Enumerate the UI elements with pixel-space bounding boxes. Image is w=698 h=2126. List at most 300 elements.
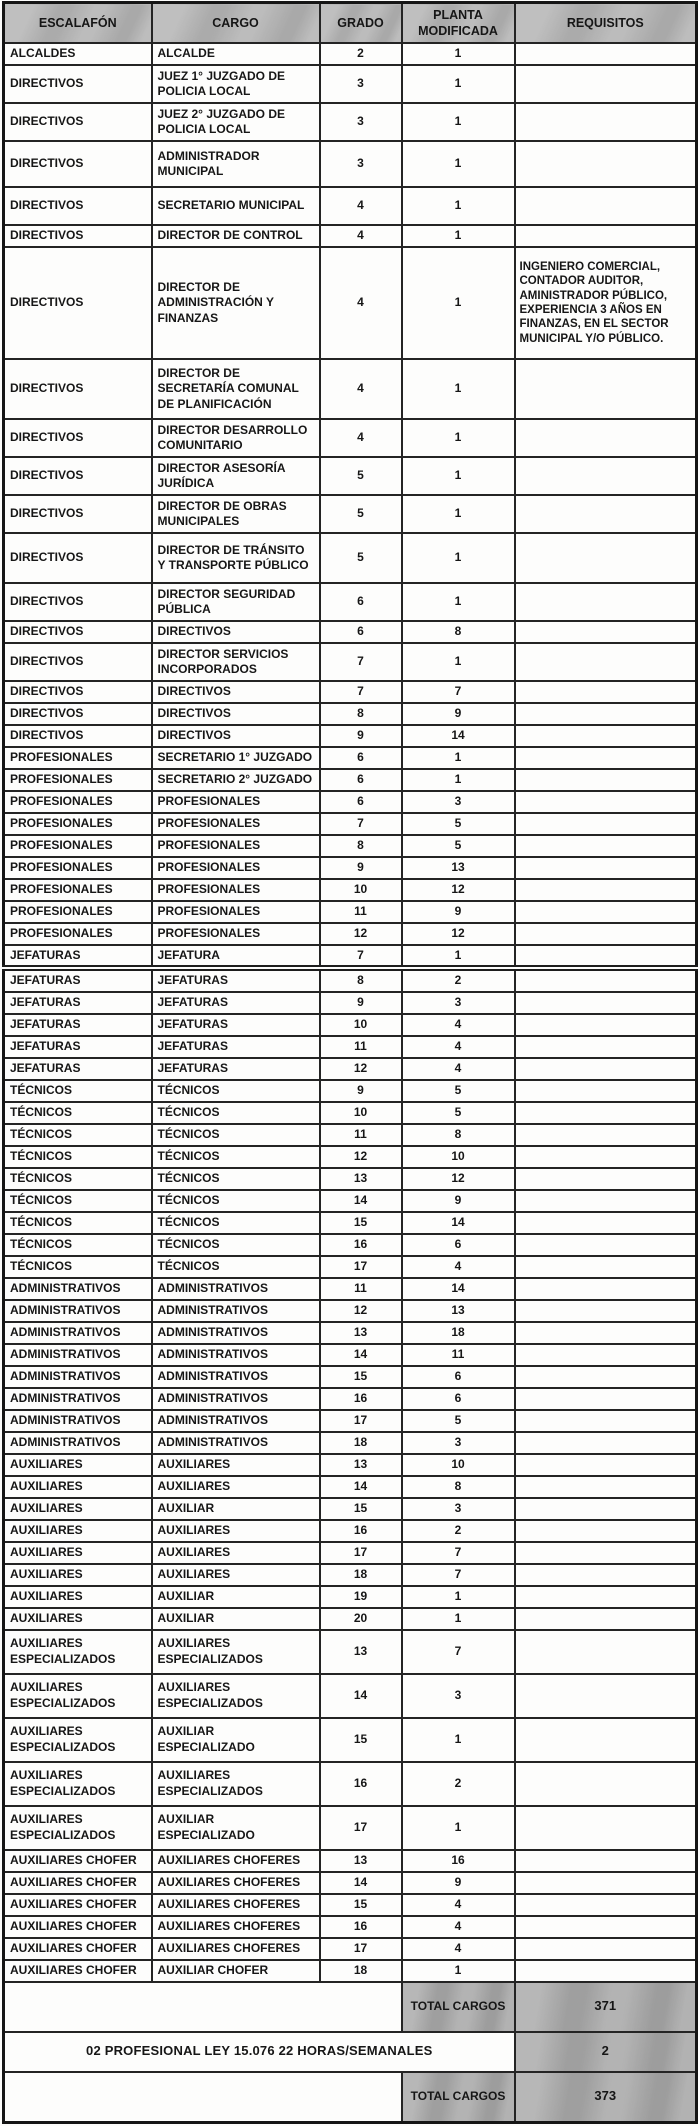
escalafon-cell: DIRECTIVOS bbox=[4, 247, 152, 359]
planta-modificada-cell: 5 bbox=[402, 1410, 515, 1432]
requisitos-cell bbox=[515, 879, 697, 901]
table-row bbox=[4, 1454, 697, 1476]
table-row bbox=[4, 1322, 697, 1344]
planta-modificada-cell: 5 bbox=[402, 813, 515, 835]
cargo-cell: TÉCNICOS bbox=[152, 1234, 320, 1256]
requisitos-cell: INGENIERO COMERCIAL, CONTADOR AUDITOR, AMINISTRADOR PÚBLICO, EXPERIENCIA 3 AÑOS EN FINANZAS, EN EL SECTOR MUNICIPAL Y/O PÚBLICO. bbox=[515, 247, 697, 359]
requisitos-cell bbox=[515, 1344, 697, 1366]
table-row bbox=[4, 1938, 697, 1960]
requisitos-cell bbox=[515, 1938, 697, 1960]
table-row bbox=[4, 1674, 697, 1718]
escalafon-cell: PROFESIONALES bbox=[4, 769, 152, 791]
requisitos-cell bbox=[515, 187, 697, 225]
requisitos-cell bbox=[515, 1366, 697, 1388]
cargo-cell: TÉCNICOS bbox=[152, 1168, 320, 1190]
escalafon-cell: AUXILIARES bbox=[4, 1476, 152, 1498]
planta-modificada-cell: 9 bbox=[402, 1190, 515, 1212]
table-row bbox=[4, 1190, 697, 1212]
cargo-cell: TÉCNICOS bbox=[152, 1146, 320, 1168]
grado-cell: 15 bbox=[320, 1212, 402, 1234]
cargo-cell: AUXILIARES ESPECIALIZADOS bbox=[152, 1674, 320, 1718]
requisitos-cell bbox=[515, 419, 697, 457]
column-header-escalafon: ESCALAFÓN bbox=[4, 3, 152, 44]
cargo-cell: JEFATURAS bbox=[152, 1014, 320, 1036]
table-row bbox=[4, 1080, 697, 1102]
escalafon-cell: JEFATURAS bbox=[4, 945, 152, 968]
escalafon-cell: PROFESIONALES bbox=[4, 835, 152, 857]
grado-cell: 5 bbox=[320, 495, 402, 533]
cargo-cell: JEFATURAS bbox=[152, 992, 320, 1014]
cargo-cell: AUXILIARES CHOFERES bbox=[152, 1850, 320, 1872]
cargo-cell: PROFESIONALES bbox=[152, 879, 320, 901]
cargo-cell: SECRETARIO 1° JUZGADO bbox=[152, 747, 320, 769]
cargo-cell: ALCALDE bbox=[152, 43, 320, 65]
table-row bbox=[4, 1432, 697, 1454]
table-row bbox=[4, 725, 697, 747]
planta-modificada-cell: 2 bbox=[402, 1520, 515, 1542]
table-row bbox=[4, 1278, 697, 1300]
requisitos-cell bbox=[515, 1036, 697, 1058]
escalafon-cell: DIRECTIVOS bbox=[4, 359, 152, 419]
planta-modificada-cell: 2 bbox=[402, 968, 515, 991]
escalafon-cell: TÉCNICOS bbox=[4, 1190, 152, 1212]
grado-cell: 14 bbox=[320, 1476, 402, 1498]
escalafon-cell: ADMINISTRATIVOS bbox=[4, 1278, 152, 1300]
cargo-cell: JEFATURA bbox=[152, 945, 320, 968]
grado-cell: 15 bbox=[320, 1718, 402, 1762]
cargo-cell: AUXILIARES CHOFERES bbox=[152, 1916, 320, 1938]
planta-modificada-cell: 3 bbox=[402, 992, 515, 1014]
planta-modificada-cell: 9 bbox=[402, 901, 515, 923]
table-body bbox=[4, 43, 697, 1982]
cargo-cell: AUXILIARES CHOFERES bbox=[152, 1894, 320, 1916]
cargo-cell: AUXILIAR CHOFER bbox=[152, 1960, 320, 1982]
grado-cell: 17 bbox=[320, 1542, 402, 1564]
escalafon-cell: DIRECTIVOS bbox=[4, 141, 152, 187]
table-row bbox=[4, 681, 697, 703]
cargo-cell: DIRECTOR DE ADMINISTRACIÓN Y FINANZAS bbox=[152, 247, 320, 359]
requisitos-cell bbox=[515, 1608, 697, 1630]
escalafon-cell: DIRECTIVOS bbox=[4, 703, 152, 725]
table-row bbox=[4, 791, 697, 813]
grado-cell: 12 bbox=[320, 1300, 402, 1322]
grado-cell: 4 bbox=[320, 187, 402, 225]
cargo-cell: AUXILIAR ESPECIALIZADO bbox=[152, 1718, 320, 1762]
grado-cell: 18 bbox=[320, 1432, 402, 1454]
planta-modificada-cell: 14 bbox=[402, 1278, 515, 1300]
table-row bbox=[4, 1234, 697, 1256]
grado-cell: 10 bbox=[320, 1014, 402, 1036]
escalafon-cell: AUXILIARES ESPECIALIZADOS bbox=[4, 1718, 152, 1762]
cargo-cell: PROFESIONALES bbox=[152, 791, 320, 813]
planta-modificada-cell: 16 bbox=[402, 1850, 515, 1872]
escalafon-cell: AUXILIARES ESPECIALIZADOS bbox=[4, 1762, 152, 1806]
planta-modificada-cell: 11 bbox=[402, 1344, 515, 1366]
cargo-cell: DIRECTOR SERVICIOS INCORPORADOS bbox=[152, 643, 320, 681]
cargo-cell: PROFESIONALES bbox=[152, 835, 320, 857]
planta-modificada-cell: 1 bbox=[402, 1718, 515, 1762]
table-row bbox=[4, 857, 697, 879]
grado-cell: 15 bbox=[320, 1894, 402, 1916]
table-row bbox=[4, 1036, 697, 1058]
planta-modificada-cell: 1 bbox=[402, 533, 515, 583]
table-row bbox=[4, 1542, 697, 1564]
escalafon-cell: DIRECTIVOS bbox=[4, 419, 152, 457]
table-row bbox=[4, 1410, 697, 1432]
cargo-cell: AUXILIAR bbox=[152, 1586, 320, 1608]
planta-modificada-cell: 7 bbox=[402, 681, 515, 703]
requisitos-cell bbox=[515, 1564, 697, 1586]
footer-empty-cell bbox=[4, 2072, 402, 2123]
grado-cell: 4 bbox=[320, 419, 402, 457]
grado-cell: 11 bbox=[320, 1036, 402, 1058]
table-row bbox=[4, 1146, 697, 1168]
escalafon-cell: DIRECTIVOS bbox=[4, 65, 152, 103]
planta-modificada-cell: 1 bbox=[402, 419, 515, 457]
table-row bbox=[4, 43, 697, 65]
requisitos-cell bbox=[515, 769, 697, 791]
cargo-cell: ADMINISTRATIVOS bbox=[152, 1410, 320, 1432]
cargo-cell: AUXILIARES bbox=[152, 1520, 320, 1542]
requisitos-cell bbox=[515, 1586, 697, 1608]
cargo-cell: JUEZ 2° JUZGADO DE POLICIA LOCAL bbox=[152, 103, 320, 141]
grado-cell: 9 bbox=[320, 725, 402, 747]
grado-cell: 5 bbox=[320, 457, 402, 495]
escalafon-cell: AUXILIARES bbox=[4, 1542, 152, 1564]
cargo-cell: AUXILIARES CHOFERES bbox=[152, 1872, 320, 1894]
escalafon-cell: TÉCNICOS bbox=[4, 1146, 152, 1168]
grado-cell: 12 bbox=[320, 923, 402, 945]
requisitos-cell bbox=[515, 1278, 697, 1300]
table-row bbox=[4, 901, 697, 923]
planta-modificada-cell: 5 bbox=[402, 1080, 515, 1102]
requisitos-cell bbox=[515, 791, 697, 813]
table-row bbox=[4, 533, 697, 583]
planta-modificada-cell: 1 bbox=[402, 769, 515, 791]
cargo-cell: ADMINISTRATIVOS bbox=[152, 1278, 320, 1300]
escalafon-cell: PROFESIONALES bbox=[4, 747, 152, 769]
grado-cell: 9 bbox=[320, 992, 402, 1014]
requisitos-cell bbox=[515, 1630, 697, 1674]
grado-cell: 11 bbox=[320, 901, 402, 923]
planta-modificada-cell: 1 bbox=[402, 103, 515, 141]
requisitos-cell bbox=[515, 533, 697, 583]
requisitos-cell bbox=[515, 1058, 697, 1080]
planta-modificada-cell: 1 bbox=[402, 1960, 515, 1982]
planta-modificada-cell: 10 bbox=[402, 1146, 515, 1168]
staffing-table bbox=[2, 1, 698, 2124]
escalafon-cell: DIRECTIVOS bbox=[4, 187, 152, 225]
escalafon-cell: ADMINISTRATIVOS bbox=[4, 1300, 152, 1322]
requisitos-cell bbox=[515, 725, 697, 747]
table-row bbox=[4, 1806, 697, 1850]
requisitos-cell bbox=[515, 1322, 697, 1344]
escalafon-cell: AUXILIARES ESPECIALIZADOS bbox=[4, 1630, 152, 1674]
requisitos-cell bbox=[515, 945, 697, 968]
grado-cell: 17 bbox=[320, 1410, 402, 1432]
escalafon-cell: DIRECTIVOS bbox=[4, 725, 152, 747]
cargo-cell: DIRECTOR DE SECRETARÍA COMUNAL DE PLANIFICACIÓN bbox=[152, 359, 320, 419]
grado-cell: 4 bbox=[320, 225, 402, 247]
grado-cell: 14 bbox=[320, 1344, 402, 1366]
planta-modificada-cell: 10 bbox=[402, 1454, 515, 1476]
cargo-cell: TÉCNICOS bbox=[152, 1102, 320, 1124]
planta-modificada-cell: 12 bbox=[402, 1168, 515, 1190]
planta-modificada-cell: 7 bbox=[402, 1564, 515, 1586]
grado-cell: 13 bbox=[320, 1850, 402, 1872]
escalafon-cell: DIRECTIVOS bbox=[4, 533, 152, 583]
escalafon-cell: TÉCNICOS bbox=[4, 1256, 152, 1278]
grado-cell: 13 bbox=[320, 1454, 402, 1476]
grand-total-row bbox=[4, 2072, 697, 2123]
table-row bbox=[4, 769, 697, 791]
grado-cell: 14 bbox=[320, 1872, 402, 1894]
escalafon-cell: JEFATURAS bbox=[4, 968, 152, 991]
escalafon-cell: ADMINISTRATIVOS bbox=[4, 1388, 152, 1410]
grado-cell: 6 bbox=[320, 583, 402, 621]
cargo-cell: ADMINISTRADOR MUNICIPAL bbox=[152, 141, 320, 187]
grado-cell: 3 bbox=[320, 65, 402, 103]
requisitos-cell bbox=[515, 1234, 697, 1256]
planta-modificada-cell: 4 bbox=[402, 1916, 515, 1938]
cargo-cell: JUEZ 1° JUZGADO DE POLICIA LOCAL bbox=[152, 65, 320, 103]
table-row bbox=[4, 583, 697, 621]
table-row bbox=[4, 879, 697, 901]
planta-modificada-cell: 1 bbox=[402, 43, 515, 65]
escalafon-cell: JEFATURAS bbox=[4, 1058, 152, 1080]
table-row bbox=[4, 621, 697, 643]
planta-modificada-cell: 8 bbox=[402, 621, 515, 643]
requisitos-cell bbox=[515, 103, 697, 141]
planta-modificada-cell: 1 bbox=[402, 141, 515, 187]
escalafon-cell: AUXILIARES bbox=[4, 1498, 152, 1520]
column-header-planta-modificada: PLANTA MODIFICADA bbox=[402, 3, 515, 44]
planta-modificada-cell: 12 bbox=[402, 879, 515, 901]
grado-cell: 4 bbox=[320, 359, 402, 419]
cargo-cell: AUXILIARES bbox=[152, 1542, 320, 1564]
table-row bbox=[4, 923, 697, 945]
table-row bbox=[4, 703, 697, 725]
table-footer bbox=[4, 1982, 697, 2123]
planta-modificada-cell: 1 bbox=[402, 643, 515, 681]
escalafon-cell: PROFESIONALES bbox=[4, 857, 152, 879]
cargo-cell: ADMINISTRATIVOS bbox=[152, 1322, 320, 1344]
planta-modificada-cell: 13 bbox=[402, 857, 515, 879]
cargo-cell: ADMINISTRATIVOS bbox=[152, 1388, 320, 1410]
escalafon-cell: TÉCNICOS bbox=[4, 1124, 152, 1146]
planta-modificada-cell: 3 bbox=[402, 791, 515, 813]
grado-cell: 10 bbox=[320, 1102, 402, 1124]
cargo-cell: AUXILIAR ESPECIALIZADO bbox=[152, 1806, 320, 1850]
cargo-cell: ADMINISTRATIVOS bbox=[152, 1366, 320, 1388]
requisitos-cell bbox=[515, 1124, 697, 1146]
cargo-cell: DIRECTIVOS bbox=[152, 725, 320, 747]
grado-cell: 9 bbox=[320, 857, 402, 879]
grado-cell: 8 bbox=[320, 703, 402, 725]
requisitos-cell bbox=[515, 359, 697, 419]
table-row bbox=[4, 1014, 697, 1036]
requisitos-cell bbox=[515, 1190, 697, 1212]
requisitos-cell bbox=[515, 703, 697, 725]
planta-modificada-cell: 1 bbox=[402, 65, 515, 103]
requisitos-cell bbox=[515, 621, 697, 643]
cargo-cell: DIRECTOR DE OBRAS MUNICIPALES bbox=[152, 495, 320, 533]
grado-cell: 13 bbox=[320, 1322, 402, 1344]
grado-cell: 16 bbox=[320, 1388, 402, 1410]
escalafon-cell: DIRECTIVOS bbox=[4, 103, 152, 141]
planta-modificada-cell: 1 bbox=[402, 1586, 515, 1608]
requisitos-cell bbox=[515, 65, 697, 103]
grado-cell: 5 bbox=[320, 533, 402, 583]
escalafon-cell: DIRECTIVOS bbox=[4, 681, 152, 703]
requisitos-cell bbox=[515, 1872, 697, 1894]
escalafon-cell: AUXILIARES bbox=[4, 1586, 152, 1608]
grado-cell: 20 bbox=[320, 1608, 402, 1630]
grado-cell: 13 bbox=[320, 1630, 402, 1674]
planta-modificada-cell: 4 bbox=[402, 1938, 515, 1960]
table-row bbox=[4, 1762, 697, 1806]
grado-cell: 11 bbox=[320, 1278, 402, 1300]
requisitos-cell bbox=[515, 141, 697, 187]
total-cargos-label: TOTAL CARGOS bbox=[402, 1982, 515, 2032]
cargo-cell: DIRECTOR DE TRÁNSITO Y TRANSPORTE PÚBLICO bbox=[152, 533, 320, 583]
escalafon-cell: TÉCNICOS bbox=[4, 1102, 152, 1124]
requisitos-cell bbox=[515, 1146, 697, 1168]
planta-modificada-cell: 1 bbox=[402, 225, 515, 247]
requisitos-cell bbox=[515, 495, 697, 533]
cargo-cell: DIRECTOR SEGURIDAD PÚBLICA bbox=[152, 583, 320, 621]
grado-cell: 16 bbox=[320, 1762, 402, 1806]
escalafon-cell: PROFESIONALES bbox=[4, 901, 152, 923]
table-row bbox=[4, 1366, 697, 1388]
escalafon-cell: ADMINISTRATIVOS bbox=[4, 1410, 152, 1432]
table-row bbox=[4, 1300, 697, 1322]
planta-modificada-cell: 1 bbox=[402, 1608, 515, 1630]
escalafon-cell: ALCALDES bbox=[4, 43, 152, 65]
table-row bbox=[4, 945, 697, 968]
table-row bbox=[4, 1212, 697, 1234]
cargo-cell: ADMINISTRATIVOS bbox=[152, 1344, 320, 1366]
grado-cell: 8 bbox=[320, 835, 402, 857]
grado-cell: 4 bbox=[320, 247, 402, 359]
cargo-cell: JEFATURAS bbox=[152, 1058, 320, 1080]
planta-modificada-cell: 14 bbox=[402, 1212, 515, 1234]
planta-modificada-cell: 6 bbox=[402, 1388, 515, 1410]
requisitos-cell bbox=[515, 1498, 697, 1520]
cargo-cell: ADMINISTRATIVOS bbox=[152, 1432, 320, 1454]
cargo-cell: AUXILIAR bbox=[152, 1608, 320, 1630]
planta-modificada-cell: 1 bbox=[402, 747, 515, 769]
planta-modificada-cell: 9 bbox=[402, 1872, 515, 1894]
requisitos-cell bbox=[515, 1894, 697, 1916]
table-row bbox=[4, 1564, 697, 1586]
table-row bbox=[4, 835, 697, 857]
grand-total-cargos-label: TOTAL CARGOS bbox=[402, 2072, 515, 2123]
grand-total-cargos-value: 373 bbox=[515, 2072, 697, 2123]
cargo-cell: DIRECTOR ASESORÍA JURÍDICA bbox=[152, 457, 320, 495]
grado-cell: 15 bbox=[320, 1366, 402, 1388]
requisitos-cell bbox=[515, 1212, 697, 1234]
cargo-cell: TÉCNICOS bbox=[152, 1124, 320, 1146]
table-row bbox=[4, 457, 697, 495]
table-row bbox=[4, 1608, 697, 1630]
table-row bbox=[4, 1256, 697, 1278]
requisitos-cell bbox=[515, 1916, 697, 1938]
table-row bbox=[4, 1388, 697, 1410]
escalafon-cell: TÉCNICOS bbox=[4, 1212, 152, 1234]
requisitos-cell bbox=[515, 857, 697, 879]
escalafon-cell: DIRECTIVOS bbox=[4, 583, 152, 621]
cargo-cell: PROFESIONALES bbox=[152, 857, 320, 879]
planta-modificada-cell: 18 bbox=[402, 1322, 515, 1344]
grado-cell: 7 bbox=[320, 681, 402, 703]
cargo-cell: TÉCNICOS bbox=[152, 1190, 320, 1212]
requisitos-cell bbox=[515, 1674, 697, 1718]
escalafon-cell: PROFESIONALES bbox=[4, 923, 152, 945]
table-row bbox=[4, 643, 697, 681]
escalafon-cell: ADMINISTRATIVOS bbox=[4, 1432, 152, 1454]
requisitos-cell bbox=[515, 1762, 697, 1806]
grado-cell: 17 bbox=[320, 1256, 402, 1278]
total-cargos-value: 371 bbox=[515, 1982, 697, 2032]
cargo-cell: AUXILIARES ESPECIALIZADOS bbox=[152, 1762, 320, 1806]
escalafon-cell: JEFATURAS bbox=[4, 1036, 152, 1058]
requisitos-cell bbox=[515, 1256, 697, 1278]
planta-modificada-cell: 1 bbox=[402, 457, 515, 495]
table-row bbox=[4, 187, 697, 225]
cargo-cell: TÉCNICOS bbox=[152, 1080, 320, 1102]
cargo-cell: JEFATURAS bbox=[152, 968, 320, 991]
grado-cell: 16 bbox=[320, 1520, 402, 1542]
escalafon-cell: PROFESIONALES bbox=[4, 791, 152, 813]
requisitos-cell bbox=[515, 643, 697, 681]
escalafon-cell: PROFESIONALES bbox=[4, 879, 152, 901]
escalafon-cell: AUXILIARES CHOFER bbox=[4, 1960, 152, 1982]
cargo-cell: TÉCNICOS bbox=[152, 1256, 320, 1278]
grado-cell: 6 bbox=[320, 791, 402, 813]
planta-modificada-cell: 1 bbox=[402, 945, 515, 968]
table-row bbox=[4, 141, 697, 187]
grado-cell: 6 bbox=[320, 747, 402, 769]
requisitos-cell bbox=[515, 747, 697, 769]
cargo-cell: SECRETARIO 2° JUZGADO bbox=[152, 769, 320, 791]
table-row bbox=[4, 1124, 697, 1146]
grado-cell: 16 bbox=[320, 1234, 402, 1256]
grado-cell: 14 bbox=[320, 1190, 402, 1212]
grado-cell: 8 bbox=[320, 968, 402, 991]
grado-cell: 6 bbox=[320, 769, 402, 791]
planta-modificada-cell: 6 bbox=[402, 1366, 515, 1388]
escalafon-cell: AUXILIARES ESPECIALIZADOS bbox=[4, 1674, 152, 1718]
requisitos-cell bbox=[515, 1432, 697, 1454]
escalafon-cell: ADMINISTRATIVOS bbox=[4, 1366, 152, 1388]
table-row bbox=[4, 1872, 697, 1894]
table-row bbox=[4, 1916, 697, 1938]
cargo-cell: PROFESIONALES bbox=[152, 901, 320, 923]
table-row bbox=[4, 103, 697, 141]
table-row bbox=[4, 247, 697, 359]
cargo-cell: ADMINISTRATIVOS bbox=[152, 1300, 320, 1322]
table-row bbox=[4, 1718, 697, 1762]
requisitos-cell bbox=[515, 901, 697, 923]
requisitos-cell bbox=[515, 1806, 697, 1850]
cargo-cell: DIRECTIVOS bbox=[152, 681, 320, 703]
table-row bbox=[4, 1630, 697, 1674]
escalafon-cell: AUXILIARES bbox=[4, 1608, 152, 1630]
grado-cell: 7 bbox=[320, 945, 402, 968]
table-row bbox=[4, 1960, 697, 1982]
planta-modificada-cell: 12 bbox=[402, 923, 515, 945]
